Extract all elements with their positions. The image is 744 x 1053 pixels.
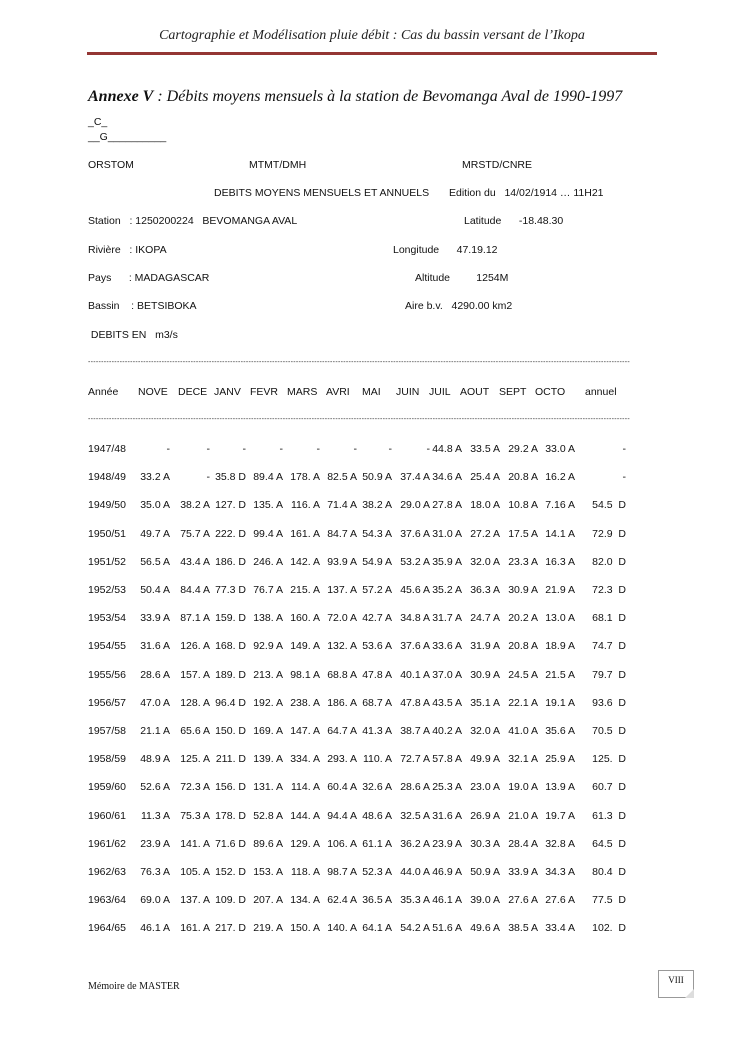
value-cell: 76.3 A	[140, 866, 170, 878]
value-cell: 47.8 A	[400, 696, 430, 709]
value-cell: 61.1 A	[362, 837, 392, 850]
value-cell: 105. A	[180, 866, 210, 878]
value-cell: 38.2 A	[180, 499, 210, 512]
value-cell: 126. A	[180, 640, 210, 653]
value-cell: 36.5 A	[362, 894, 392, 907]
value-cell: 93.6 D	[592, 696, 626, 709]
value-cell: 211. D	[215, 753, 246, 766]
year-cell: 1948/49	[88, 471, 126, 484]
year-cell: 1953/54	[88, 612, 126, 625]
value-cell: 62.4 A	[327, 894, 357, 907]
value-cell: 72.3 A	[180, 781, 210, 794]
value-cell: 127. D	[215, 499, 246, 512]
value-cell: 69.0 A	[140, 894, 170, 907]
value-cell: 46.9 A	[432, 866, 462, 878]
value-cell: 64.7 A	[327, 725, 357, 737]
value-cell: 37.6 A	[400, 640, 430, 653]
value-cell: 159. D	[215, 612, 246, 625]
value-cell: 44.0 A	[400, 866, 430, 878]
year-cell: 1955/56	[88, 668, 126, 681]
value-cell: -	[316, 443, 320, 455]
value-cell: 150. A	[290, 922, 320, 935]
value-cell: 84.7 A	[327, 527, 357, 540]
value-cell: 134. A	[290, 894, 320, 907]
value-cell: 96.4 D	[215, 696, 246, 709]
value-cell: 19.1 A	[545, 696, 575, 709]
value-cell: 168. D	[215, 640, 246, 653]
value-cell: 47.0 A	[140, 696, 170, 709]
value-cell: 35.0 A	[140, 499, 170, 512]
basin-line: Bassin : BETSIBOKA	[88, 300, 197, 312]
value-cell: 222. D	[215, 527, 246, 540]
value-cell: -	[242, 443, 246, 455]
org-right: MRSTD/CNRE	[462, 159, 532, 171]
value-cell: 16.3 A	[545, 555, 575, 568]
value-cell: 36.2 A	[400, 837, 430, 850]
value-cell: -	[206, 443, 210, 455]
value-cell: 293. A	[327, 753, 357, 766]
value-cell: 80.4 D	[592, 866, 626, 878]
value-cell: 22.1 A	[508, 696, 538, 709]
value-cell: 32.0 A	[470, 725, 500, 737]
value-cell: 131. A	[253, 781, 283, 794]
value-cell: 152. D	[215, 866, 246, 878]
column-header: Année	[88, 386, 119, 398]
value-cell: 39.0 A	[470, 894, 500, 907]
value-cell: 153. A	[253, 866, 283, 878]
value-cell: 141. A	[180, 837, 210, 850]
value-cell: 57.8 A	[432, 753, 462, 766]
value-cell: 54.9 A	[362, 555, 392, 568]
value-cell: 36.3 A	[470, 584, 500, 596]
year-cell: 1957/58	[88, 725, 126, 737]
altitude: Altitude 1254M	[415, 272, 509, 284]
value-cell: 144. A	[290, 809, 320, 822]
value-cell: 64.1 A	[362, 922, 392, 935]
value-cell: 29.0 A	[400, 499, 430, 512]
value-cell: 35.1 A	[470, 696, 500, 709]
value-cell: 72.7 A	[400, 753, 430, 766]
value-cell: 71.6 D	[215, 837, 246, 850]
year-cell: 1954/55	[88, 640, 126, 653]
value-cell: 82.5 A	[327, 471, 357, 484]
value-cell: 47.8 A	[362, 668, 392, 681]
value-cell: 31.0 A	[432, 527, 462, 540]
value-cell: 20.2 A	[508, 612, 538, 625]
year-cell: 1960/61	[88, 809, 126, 822]
value-cell: 23.3 A	[508, 555, 538, 568]
value-cell: 33.4 A	[545, 922, 575, 935]
mark-c: _C_	[88, 116, 108, 128]
value-cell: 21.9 A	[545, 584, 575, 596]
value-cell: 16.2 A	[545, 471, 575, 484]
column-header: annuel	[585, 386, 617, 398]
value-cell: 106. A	[327, 837, 357, 850]
value-cell: 18.9 A	[545, 640, 575, 653]
value-cell: 27.6 A	[545, 894, 575, 907]
value-cell: 76.7 A	[253, 584, 283, 596]
value-cell: 219. A	[253, 922, 283, 935]
value-cell: 34.3 A	[545, 866, 575, 878]
column-header: DECE	[178, 386, 208, 398]
value-cell: 34.8 A	[400, 612, 430, 625]
page-header: Cartographie et Modélisation pluie débit : Cas du bassin versant de l’Ikopa	[159, 28, 585, 43]
value-cell: 89.6 A	[253, 837, 283, 850]
value-cell: 68.8 A	[327, 668, 357, 681]
value-cell: 50.4 A	[140, 584, 170, 596]
value-cell: 43.4 A	[180, 555, 210, 568]
value-cell: 13.9 A	[545, 781, 575, 794]
value-cell: 35.2 A	[432, 584, 462, 596]
value-cell: 13.0 A	[545, 612, 575, 625]
value-cell: 135. A	[253, 499, 283, 512]
value-cell: 27.2 A	[470, 527, 500, 540]
value-cell: 29.2 A	[508, 443, 538, 455]
value-cell: 215. A	[290, 584, 320, 596]
value-cell: 156. D	[215, 781, 246, 794]
column-header: JANV	[214, 386, 241, 398]
value-cell: 31.9 A	[470, 640, 500, 653]
footer-text: Mémoire de MASTER	[88, 981, 180, 992]
value-cell: 38.7 A	[400, 725, 430, 737]
value-cell: 48.6 A	[362, 809, 392, 822]
value-cell: 31.7 A	[432, 612, 462, 625]
value-cell: 7.16 A	[545, 499, 575, 512]
value-cell: 213. A	[253, 668, 283, 681]
country-line: Pays : MADAGASCAR	[88, 272, 210, 284]
value-cell: 32.6 A	[362, 781, 392, 794]
year-cell: 1963/64	[88, 894, 126, 907]
value-cell: 53.2 A	[400, 555, 430, 568]
year-cell: 1961/62	[88, 837, 126, 850]
value-cell: 128. A	[180, 696, 210, 709]
value-cell: 33.5 A	[470, 443, 500, 455]
value-cell: 24.5 A	[508, 668, 538, 681]
column-header: JUIL	[429, 386, 451, 398]
value-cell: 25.9 A	[545, 753, 575, 766]
value-cell: -	[206, 471, 210, 484]
value-cell: 44.8 A	[432, 443, 462, 455]
year-cell: 1958/59	[88, 753, 126, 766]
page-fold-corner	[685, 989, 694, 998]
column-header: SEPT	[499, 386, 527, 398]
value-cell: 23.0 A	[470, 781, 500, 794]
separator-top: --------------------------------------------------------------------------------------------------------------------------------------------------------------------------------------------------------------	[88, 359, 630, 366]
value-cell: 30.9 A	[470, 668, 500, 681]
column-header: AOUT	[460, 386, 490, 398]
value-cell: 89.4 A	[253, 471, 283, 484]
latitude: Latitude -18.48.30	[464, 215, 564, 227]
value-cell: 53.6 A	[362, 640, 392, 653]
value-cell: 49.6 A	[470, 922, 500, 935]
value-cell: 28.6 A	[140, 668, 170, 681]
value-cell: 334. A	[290, 753, 320, 766]
value-cell: 24.7 A	[470, 612, 500, 625]
year-cell: 1962/63	[88, 866, 126, 878]
value-cell: 23.9 A	[432, 837, 462, 850]
value-cell: 82.0 D	[592, 555, 626, 568]
value-cell: 25.3 A	[432, 781, 462, 794]
column-header: JUIN	[396, 386, 420, 398]
value-cell: 147. A	[290, 725, 320, 737]
column-header: AVRI	[326, 386, 350, 398]
value-cell: 110. A	[363, 753, 392, 766]
column-header: FEVR	[250, 386, 279, 398]
value-cell: -	[353, 443, 357, 455]
value-cell: 178. A	[290, 471, 320, 484]
value-cell: -	[426, 443, 430, 455]
value-cell: 38.2 A	[362, 499, 392, 512]
value-cell: 50.9 A	[362, 471, 392, 484]
value-cell: -	[622, 443, 626, 455]
value-cell: 41.0 A	[508, 725, 538, 737]
year-cell: 1959/60	[88, 781, 126, 794]
value-cell: 21.0 A	[508, 809, 538, 822]
value-cell: 192. A	[253, 696, 283, 709]
value-cell: 35.6 A	[545, 725, 575, 737]
column-header: MARS	[287, 386, 318, 398]
value-cell: 54.2 A	[400, 922, 430, 935]
separator-bottom: --------------------------------------------------------------------------------------------------------------------------------------------------------------------------------------------------------------	[88, 416, 630, 423]
longitude: Longitude 47.19.12	[393, 244, 498, 256]
org-center: MTMT/DMH	[249, 159, 307, 171]
report-title: DEBITS MOYENS MENSUELS ET ANNUELS	[214, 187, 430, 199]
value-cell: 92.9 A	[253, 640, 283, 653]
value-cell: 137. A	[180, 894, 210, 907]
value-cell: 75.7 A	[180, 527, 210, 540]
value-cell: 157. A	[180, 668, 210, 681]
value-cell: 98.1 A	[290, 668, 320, 681]
value-cell: -	[279, 443, 283, 455]
value-cell: 43.5 A	[432, 696, 462, 709]
value-cell: 77.5 D	[592, 894, 626, 907]
value-cell: 11.3 A	[141, 809, 170, 822]
value-cell: 68.1 D	[592, 612, 626, 625]
value-cell: 33.9 A	[508, 866, 538, 878]
value-cell: 33.2 A	[140, 471, 170, 484]
value-cell: 65.6 A	[180, 725, 210, 737]
value-cell: 71.4 A	[327, 499, 357, 512]
value-cell: 31.6 A	[140, 640, 170, 653]
value-cell: 40.1 A	[400, 668, 430, 681]
value-cell: 178. D	[215, 809, 246, 822]
value-cell: 60.4 A	[327, 781, 357, 794]
value-cell: 30.9 A	[508, 584, 538, 596]
value-cell: 87.1 A	[180, 612, 210, 625]
value-cell: 186. D	[215, 555, 246, 568]
value-cell: 138. A	[253, 612, 283, 625]
value-cell: 74.7 D	[592, 640, 626, 653]
catchment-area: Aire b.v. 4290.00 km2	[405, 300, 513, 312]
value-cell: 30.3 A	[470, 837, 500, 850]
value-cell: 18.0 A	[470, 499, 500, 512]
value-cell: 68.7 A	[362, 696, 392, 709]
value-cell: 125. A	[180, 753, 210, 766]
annex-label: Annexe V	[88, 88, 154, 105]
year-cell: 1951/52	[88, 555, 126, 568]
value-cell: 21.1 A	[140, 725, 170, 737]
value-cell: 52.3 A	[362, 866, 392, 878]
value-cell: 32.8 A	[545, 837, 575, 850]
value-cell: 20.8 A	[508, 640, 538, 653]
value-cell: 61.3 D	[592, 809, 626, 822]
value-cell: 50.9 A	[470, 866, 500, 878]
value-cell: 139. A	[253, 753, 283, 766]
value-cell: 169. A	[253, 725, 283, 737]
value-cell: 60.7 D	[592, 781, 626, 794]
report-edition: Edition du 14/02/1914 … 11H21	[449, 187, 604, 199]
value-cell: 77.3 D	[215, 584, 246, 596]
value-cell: 48.9 A	[140, 753, 170, 766]
value-cell: 19.0 A	[508, 781, 538, 794]
value-cell: 246. A	[253, 555, 283, 568]
year-cell: 1956/57	[88, 696, 126, 709]
value-cell: 33.0 A	[545, 443, 575, 455]
value-cell: 99.4 A	[253, 527, 283, 540]
value-cell: 40.2 A	[432, 725, 462, 737]
value-cell: 34.6 A	[432, 471, 462, 484]
value-cell: 33.6 A	[432, 640, 462, 653]
value-cell: 42.7 A	[362, 612, 392, 625]
column-header: MAI	[362, 386, 381, 398]
value-cell: 35.9 A	[432, 555, 462, 568]
value-cell: 32.5 A	[400, 809, 430, 822]
value-cell: -	[622, 471, 626, 484]
value-cell: 28.4 A	[508, 837, 538, 850]
value-cell: 140. A	[327, 922, 357, 935]
value-cell: 32.1 A	[508, 753, 538, 766]
value-cell: 79.7 D	[592, 668, 626, 681]
value-cell: 72.0 A	[327, 612, 357, 625]
year-cell: 1949/50	[88, 499, 126, 512]
value-cell: 189. D	[215, 668, 246, 681]
value-cell: 54.5 D	[592, 499, 626, 512]
value-cell: 35.8 D	[215, 471, 246, 484]
value-cell: 32.0 A	[470, 555, 500, 568]
value-cell: 125. D	[592, 753, 626, 766]
value-cell: 46.1 A	[432, 894, 462, 907]
value-cell: 149. A	[290, 640, 320, 653]
value-cell: -	[166, 443, 170, 455]
value-cell: 28.6 A	[400, 781, 430, 794]
value-cell: 129. A	[290, 837, 320, 850]
value-cell: 25.4 A	[470, 471, 500, 484]
value-cell: 54.3 A	[362, 527, 392, 540]
value-cell: 51.6 A	[432, 922, 462, 935]
value-cell: 45.6 A	[400, 584, 430, 596]
value-cell: 38.5 A	[508, 922, 538, 935]
year-cell: 1950/51	[88, 527, 126, 540]
value-cell: 21.5 A	[545, 668, 575, 681]
value-cell: 114. A	[291, 781, 320, 794]
station-line: Station : 1250200224 BEVOMANGA AVAL	[88, 215, 298, 227]
value-cell: 37.6 A	[400, 527, 430, 540]
value-cell: 49.9 A	[470, 753, 500, 766]
value-cell: 20.8 A	[508, 471, 538, 484]
value-cell: 37.0 A	[432, 668, 462, 681]
value-cell: 84.4 A	[180, 584, 210, 596]
value-cell: 23.9 A	[140, 837, 170, 850]
value-cell: 37.4 A	[400, 471, 430, 484]
value-cell: 72.9 D	[592, 527, 626, 540]
value-cell: 26.9 A	[470, 809, 500, 822]
value-cell: 10.8 A	[508, 499, 538, 512]
value-cell: 19.7 A	[545, 809, 575, 822]
value-cell: 46.1 A	[140, 922, 170, 935]
page-number: VIII	[668, 975, 684, 985]
value-cell: 17.5 A	[508, 527, 538, 540]
mark-g: __G__________	[88, 131, 167, 143]
value-cell: 75.3 A	[180, 809, 210, 822]
value-cell: 49.7 A	[140, 527, 170, 540]
year-cell: 1947/48	[88, 443, 126, 455]
org-left: ORSTOM	[88, 159, 134, 171]
value-cell: 94.4 A	[327, 809, 357, 822]
value-cell: 161. A	[290, 527, 320, 540]
value-cell: 52.6 A	[140, 781, 170, 794]
value-cell: -	[388, 443, 392, 455]
value-cell: 186. A	[327, 696, 357, 709]
value-cell: 14.1 A	[545, 527, 575, 540]
value-cell: 150. D	[215, 725, 246, 737]
page-number-box	[658, 970, 694, 998]
column-header: NOVE	[138, 386, 168, 398]
value-cell: 132. A	[327, 640, 357, 653]
value-cell: 207. A	[253, 894, 283, 907]
value-cell: 35.3 A	[400, 894, 430, 907]
value-cell: 64.5 D	[592, 837, 626, 850]
river-line: Rivière : IKOPA	[88, 244, 167, 256]
value-cell: 161. A	[180, 922, 210, 935]
value-cell: 70.5 D	[592, 725, 626, 737]
value-cell: 142. A	[290, 555, 320, 568]
value-cell: 102. D	[592, 922, 626, 935]
annex-caption: : Débits moyens mensuels à la station de Bevomanga Aval de 1990-1997	[153, 88, 623, 105]
value-cell: 31.6 A	[432, 809, 462, 822]
value-cell: 137. A	[327, 584, 357, 596]
value-cell: 33.9 A	[140, 612, 170, 625]
value-cell: 98.7 A	[327, 866, 357, 878]
value-cell: 93.9 A	[327, 555, 357, 568]
value-cell: 41.3 A	[362, 725, 392, 737]
value-cell: 116. A	[291, 499, 320, 512]
value-cell: 160. A	[290, 612, 320, 625]
value-cell: 56.5 A	[140, 555, 170, 568]
value-cell: 238. A	[290, 696, 320, 709]
header-rule	[87, 52, 657, 55]
year-cell: 1964/65	[88, 922, 126, 935]
value-cell: 118. A	[291, 866, 320, 878]
value-cell: 57.2 A	[362, 584, 392, 596]
value-cell: 27.8 A	[432, 499, 462, 512]
unit-line: DEBITS EN m3/s	[88, 329, 178, 341]
value-cell: 27.6 A	[508, 894, 538, 907]
value-cell: 52.8 A	[253, 809, 283, 822]
year-cell: 1952/53	[88, 584, 126, 596]
column-header: OCTO	[535, 386, 566, 398]
value-cell: 217. D	[215, 922, 246, 935]
value-cell: 72.3 D	[592, 584, 626, 596]
annex-title	[88, 88, 622, 106]
value-cell: 109. D	[215, 894, 246, 907]
